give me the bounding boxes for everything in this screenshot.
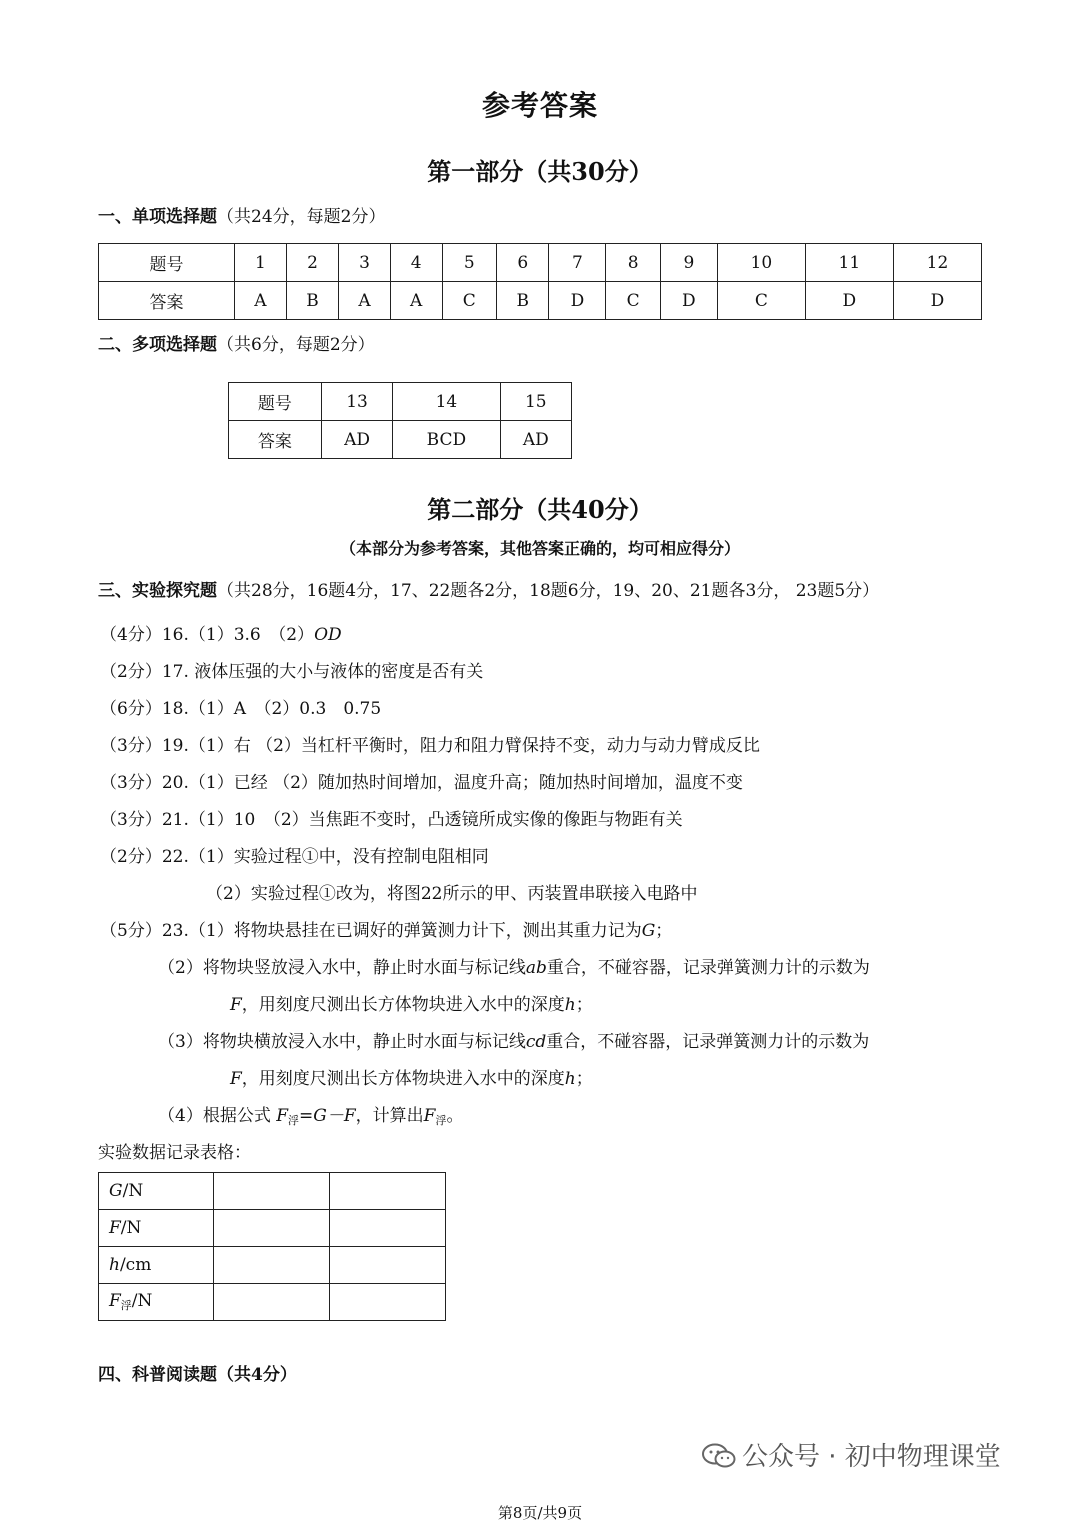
unit: /N — [120, 1217, 142, 1238]
empty-cell — [214, 1284, 330, 1321]
question-number: 6 — [497, 244, 549, 282]
section3-score: （共28分，16题4分，17、22题各2分，18题6分，19、20、21题各3分， 23题5分） — [217, 581, 880, 601]
answer-text: （3）将物块横放浸入水中，静止时水面与标记线 — [158, 1032, 526, 1052]
answer-text: （1）10 （2）当焦距不变时，凸透镜所成实像的像距与物距有关 — [188, 810, 683, 830]
empty-cell — [214, 1210, 330, 1247]
answer-cell: A — [339, 282, 391, 320]
section1-score: （共24分，每题2分） — [217, 207, 386, 227]
row-label — [99, 1284, 214, 1321]
part2-heading: 第二部分（共40分） — [427, 495, 653, 524]
table-caption: 实验数据记录表格： — [98, 1143, 251, 1163]
question-number: 5 — [442, 244, 497, 282]
answer-variable: ab — [525, 958, 547, 978]
variable: F — [109, 1291, 121, 1311]
answer-cell: D — [805, 282, 893, 320]
section4-heading — [98, 1360, 297, 1385]
row-label-number: 题号 — [229, 383, 322, 421]
question-number: 4 — [390, 244, 442, 282]
answer-text: （2） — [277, 625, 315, 645]
table-row — [99, 1173, 446, 1210]
answer-cell: B — [286, 282, 338, 320]
answer-text: 液体压强的大小与液体的密度是否有关 — [194, 662, 484, 682]
section4-score: （共4分） — [217, 1365, 297, 1385]
points: （4分） — [100, 625, 162, 645]
question-number: 22. — [161, 847, 189, 867]
answer-variable: G — [641, 921, 656, 941]
subscript: 浮 — [288, 1114, 300, 1127]
answer-variable: h — [564, 1069, 576, 1089]
answer-cell: C — [717, 282, 805, 320]
answer-variable: F — [230, 1069, 242, 1089]
question-number: 14 — [393, 383, 500, 421]
answer-q18 — [100, 694, 381, 719]
points: （2分） — [100, 662, 162, 682]
empty-cell — [330, 1173, 446, 1210]
answer-variable: OD — [314, 625, 342, 645]
table-row — [99, 1247, 446, 1284]
answer-cell: AD — [321, 421, 392, 459]
question-number: 17. — [161, 662, 189, 682]
answer-text: （1）已经 （2）随加热时间增加，温度升高；随加热时间增加，温度不变 — [188, 773, 743, 793]
table-row — [229, 383, 572, 421]
subscript: 浮 — [435, 1114, 447, 1127]
part2-note: （本部分为参考答案，其他答案正确的，均可相应得分） — [339, 539, 740, 558]
answer-cell: D — [660, 282, 717, 320]
table-row — [99, 244, 982, 282]
watermark-text: 公众号 · 初中物理课堂 — [742, 1442, 1001, 1472]
answer-text: 。 — [446, 1106, 464, 1126]
points: （3分） — [100, 773, 162, 793]
question-number: 7 — [549, 244, 606, 282]
answer-text: （1）实验过程①中，没有控制电阻相同 — [188, 847, 489, 867]
section2-score: （共6分，每题2分） — [217, 335, 375, 355]
subscript: 浮 — [120, 1299, 132, 1312]
answer-cell: C — [606, 282, 661, 320]
question-number: 2 — [286, 244, 338, 282]
page-title: 参考答案 — [481, 89, 598, 122]
unit: /N — [122, 1180, 144, 1201]
answer-q23-step3-cont — [230, 1064, 593, 1089]
single-choice-answer-table — [98, 243, 982, 320]
table-row — [99, 1284, 446, 1321]
formula: =G－F — [299, 1106, 356, 1126]
answer-text: ，计算出 — [355, 1106, 424, 1126]
section2-title: 二、多项选择题 — [98, 335, 217, 355]
question-number: 19. — [161, 736, 189, 756]
watermark — [702, 1436, 1001, 1473]
answer-q16 — [100, 620, 342, 645]
answer-text: （1）将物块悬挂在已调好的弹簧测力计下，测出其重力记为 — [188, 921, 642, 941]
answer-q19 — [100, 731, 760, 756]
answer-cell: D — [549, 282, 606, 320]
answer-q23-step3 — [158, 1027, 869, 1052]
question-number: 8 — [606, 244, 661, 282]
row-label-number: 题号 — [99, 244, 235, 282]
answer-text: （2）将物块竖放浸入水中，静止时水面与标记线 — [158, 958, 526, 978]
answer-text: 重合，不碰容器，记录弹簧测力计的示数为 — [546, 1032, 870, 1052]
section2-heading — [98, 330, 375, 355]
answer-q23-step1 — [100, 916, 672, 941]
row-label-answer: 答案 — [229, 421, 322, 459]
row-label-answer: 答案 — [99, 282, 235, 320]
question-number: 11 — [805, 244, 893, 282]
experiment-data-table — [98, 1172, 446, 1321]
answer-text: （1）右 （2）当杠杆平衡时，阻力和阻力臂保持不变，动力与动力臂成反比 — [188, 736, 760, 756]
variable: G — [109, 1180, 123, 1201]
table-row — [229, 421, 572, 459]
section3-heading — [98, 576, 879, 601]
answer-text: （1）A （2）0.3 0.75 — [188, 699, 382, 719]
question-number: 12 — [893, 244, 981, 282]
section3-title: 三、实验探究题 — [98, 581, 217, 601]
question-number: 10 — [717, 244, 805, 282]
wechat-icon — [702, 1443, 736, 1469]
unit: /cm — [119, 1254, 152, 1275]
empty-cell — [330, 1210, 446, 1247]
question-number: 1 — [235, 244, 287, 282]
question-number: 20. — [161, 773, 189, 793]
question-number: 18. — [161, 699, 189, 719]
section4-title: 四、科普阅读题 — [98, 1365, 217, 1385]
empty-cell — [330, 1284, 446, 1321]
answer-q17 — [100, 657, 483, 682]
answer-cell: BCD — [393, 421, 500, 459]
variable: F — [109, 1217, 121, 1238]
points: （2分） — [100, 847, 162, 867]
answer-variable: cd — [525, 1032, 547, 1052]
question-number: 21. — [161, 810, 189, 830]
answer-cell: B — [497, 282, 549, 320]
section1-heading — [98, 202, 385, 227]
points: （5分） — [100, 921, 162, 941]
row-label — [99, 1210, 214, 1247]
answer-cell: D — [893, 282, 981, 320]
variable: h — [109, 1254, 120, 1275]
unit: /N — [131, 1291, 153, 1311]
answer-q22 — [100, 842, 489, 867]
points: （6分） — [100, 699, 162, 719]
answer-text: （1）3.6 — [188, 625, 261, 645]
answer-cell: AD — [500, 421, 571, 459]
answer-text: ，用刻度尺测出长方体物块进入水中的深度 — [241, 1069, 565, 1089]
empty-cell — [214, 1173, 330, 1210]
section1-title: 一、单项选择题 — [98, 207, 217, 227]
answer-q23-step2-cont — [230, 990, 593, 1015]
answer-q21 — [100, 805, 683, 830]
row-label — [99, 1173, 214, 1210]
answer-cell: C — [442, 282, 497, 320]
question-number: 16. — [161, 625, 189, 645]
answer-cell: A — [235, 282, 287, 320]
question-number: 13 — [321, 383, 392, 421]
answer-variable: h — [564, 995, 576, 1015]
question-number: 23. — [161, 921, 189, 941]
part1-heading: 第一部分（共30分） — [427, 157, 653, 186]
empty-cell — [330, 1247, 446, 1284]
row-label — [99, 1247, 214, 1284]
answer-q23-step4 — [158, 1101, 463, 1128]
table-row — [99, 1210, 446, 1247]
question-number: 9 — [660, 244, 717, 282]
answer-q20 — [100, 768, 743, 793]
answer-variable: F — [230, 995, 242, 1015]
question-number: 15 — [500, 383, 571, 421]
multi-choice-answer-table — [228, 382, 572, 459]
answer-variable: F — [423, 1106, 436, 1126]
page-number: 第8页/共9页 — [497, 1504, 583, 1522]
answer-text: （4）根据公式 — [158, 1106, 271, 1126]
table-row — [99, 282, 982, 320]
question-number: 3 — [339, 244, 391, 282]
answer-text: ，用刻度尺测出长方体物块进入水中的深度 — [241, 995, 565, 1015]
answer-text: 重合，不碰容器，记录弹簧测力计的示数为 — [546, 958, 870, 978]
answer-text: ； — [575, 1069, 593, 1089]
empty-cell — [214, 1247, 330, 1284]
answer-text: ； — [655, 921, 673, 941]
answer-cell: A — [390, 282, 442, 320]
answer-q22-part2: （2）实验过程①改为，将图22所示的甲、丙装置串联接入电路中 — [206, 884, 698, 904]
points: （3分） — [100, 736, 162, 756]
points: （3分） — [100, 810, 162, 830]
answer-variable: F — [276, 1106, 289, 1126]
answer-text: ； — [575, 995, 593, 1015]
answer-q23-step2 — [158, 953, 870, 978]
